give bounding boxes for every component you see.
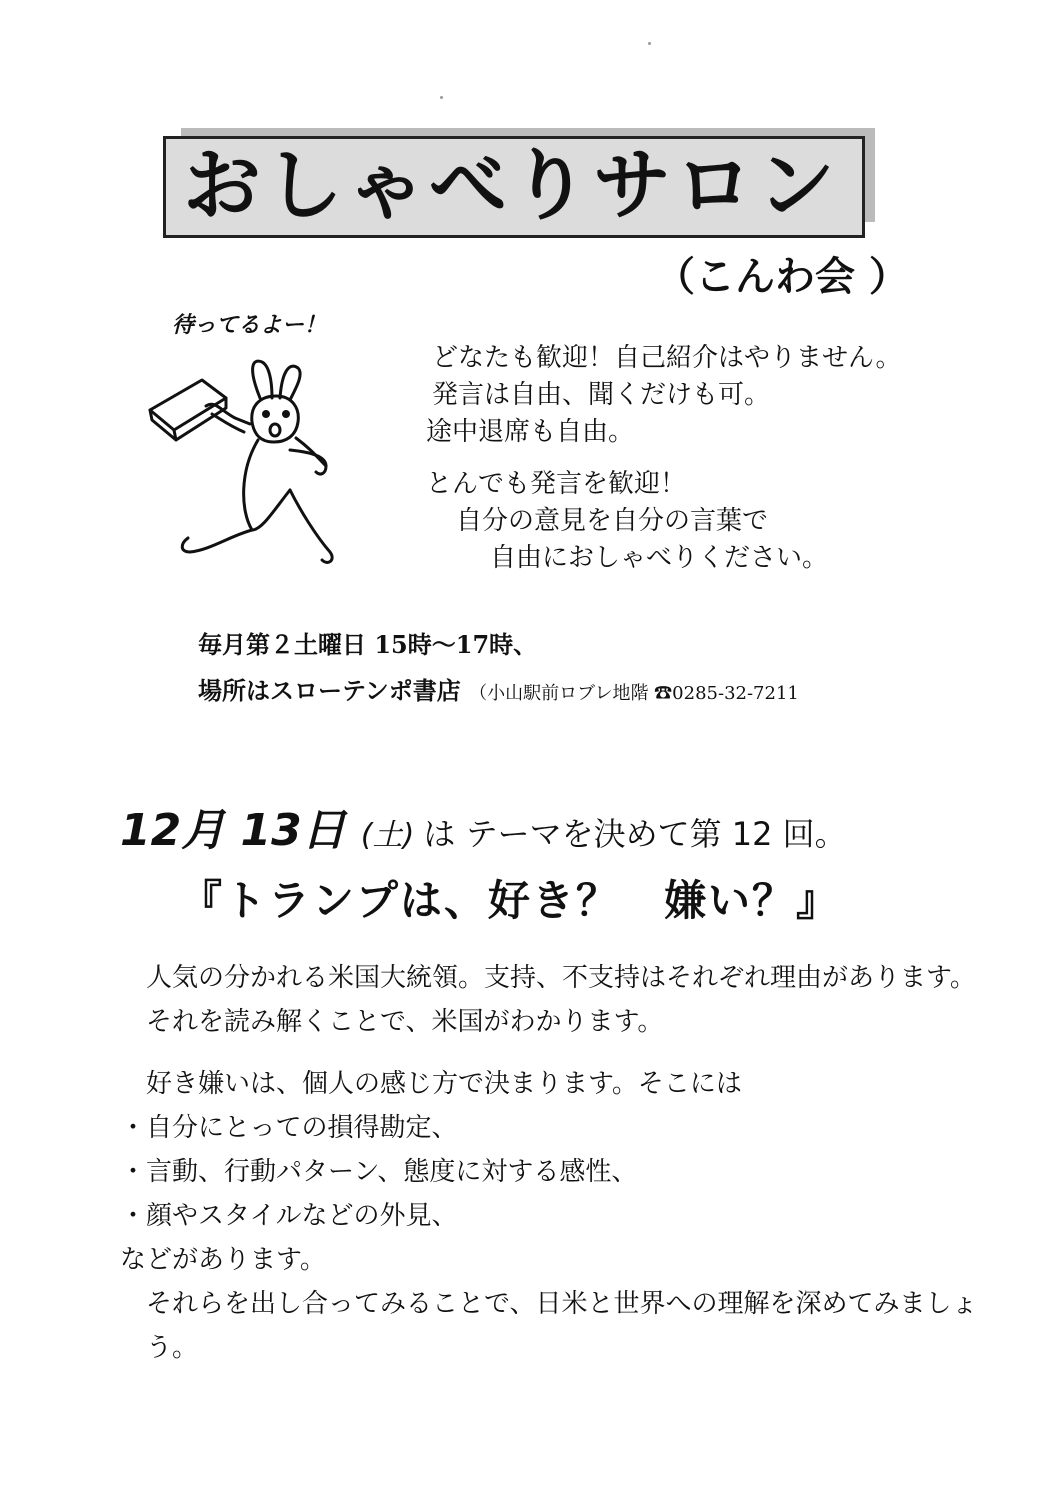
paragraph: 人気の分かれる米国大統領。支持、不支持はそれぞれ理由があります。それを読み解くことで、米国がわかります。 bbox=[146, 963, 976, 1037]
page-subtitle: （こんわ会 ） bbox=[655, 254, 909, 300]
paragraph: などがあります。 bbox=[120, 1245, 326, 1275]
intro-line: 自分の意見を自分の言葉で bbox=[456, 506, 769, 536]
event-date: 12月 13日 bbox=[120, 805, 346, 856]
page-title: おしゃべりサロン bbox=[183, 141, 840, 231]
event-day: (土) bbox=[360, 818, 415, 853]
event-description: は テーマを決めて第 12 回。 bbox=[423, 815, 847, 853]
event-line bbox=[120, 794, 847, 858]
body-text bbox=[120, 956, 980, 1370]
intro-line: 発言は自由、聞くだけも可。 bbox=[432, 380, 771, 410]
event-theme: 『トランプは、好き？ 嫌い？』 bbox=[180, 876, 841, 925]
schedule-place bbox=[198, 671, 799, 706]
intro-line: 自由におしゃべりください。 bbox=[490, 543, 829, 573]
schedule-when: 毎月第２土曜日 15時～17時、 bbox=[198, 630, 538, 659]
scan-speck bbox=[648, 42, 651, 45]
bullet-item: ・言動、行動パターン、態度に対する感性、 bbox=[120, 1157, 638, 1187]
place-name: 場所はスローテンポ書店 bbox=[198, 676, 461, 705]
intro-line: どなたも歓迎！自己紹介はやりません。 bbox=[432, 343, 902, 373]
bullet-item: ・自分にとっての損得勘定、 bbox=[120, 1113, 458, 1143]
illustration-caption: 待ってるよー！ bbox=[172, 313, 327, 338]
intro-line: とんでも発言を歓迎！ bbox=[426, 469, 687, 499]
scan-speck bbox=[440, 96, 443, 99]
paragraph: 好き嫌いは、個人の感じ方で決まります。そこには bbox=[146, 1069, 742, 1099]
rabbit-illustration bbox=[140, 340, 400, 580]
bullet-item: ・顔やスタイルなどの外見、 bbox=[120, 1201, 458, 1231]
place-note: （小山駅前ロブレ地階 ☎0285-32-7211 bbox=[469, 683, 799, 704]
paragraph: それらを出し合ってみることで、日米と世界への理解を深めてみましょう。 bbox=[146, 1289, 978, 1363]
intro-line: 途中退席も自由。 bbox=[426, 417, 635, 447]
